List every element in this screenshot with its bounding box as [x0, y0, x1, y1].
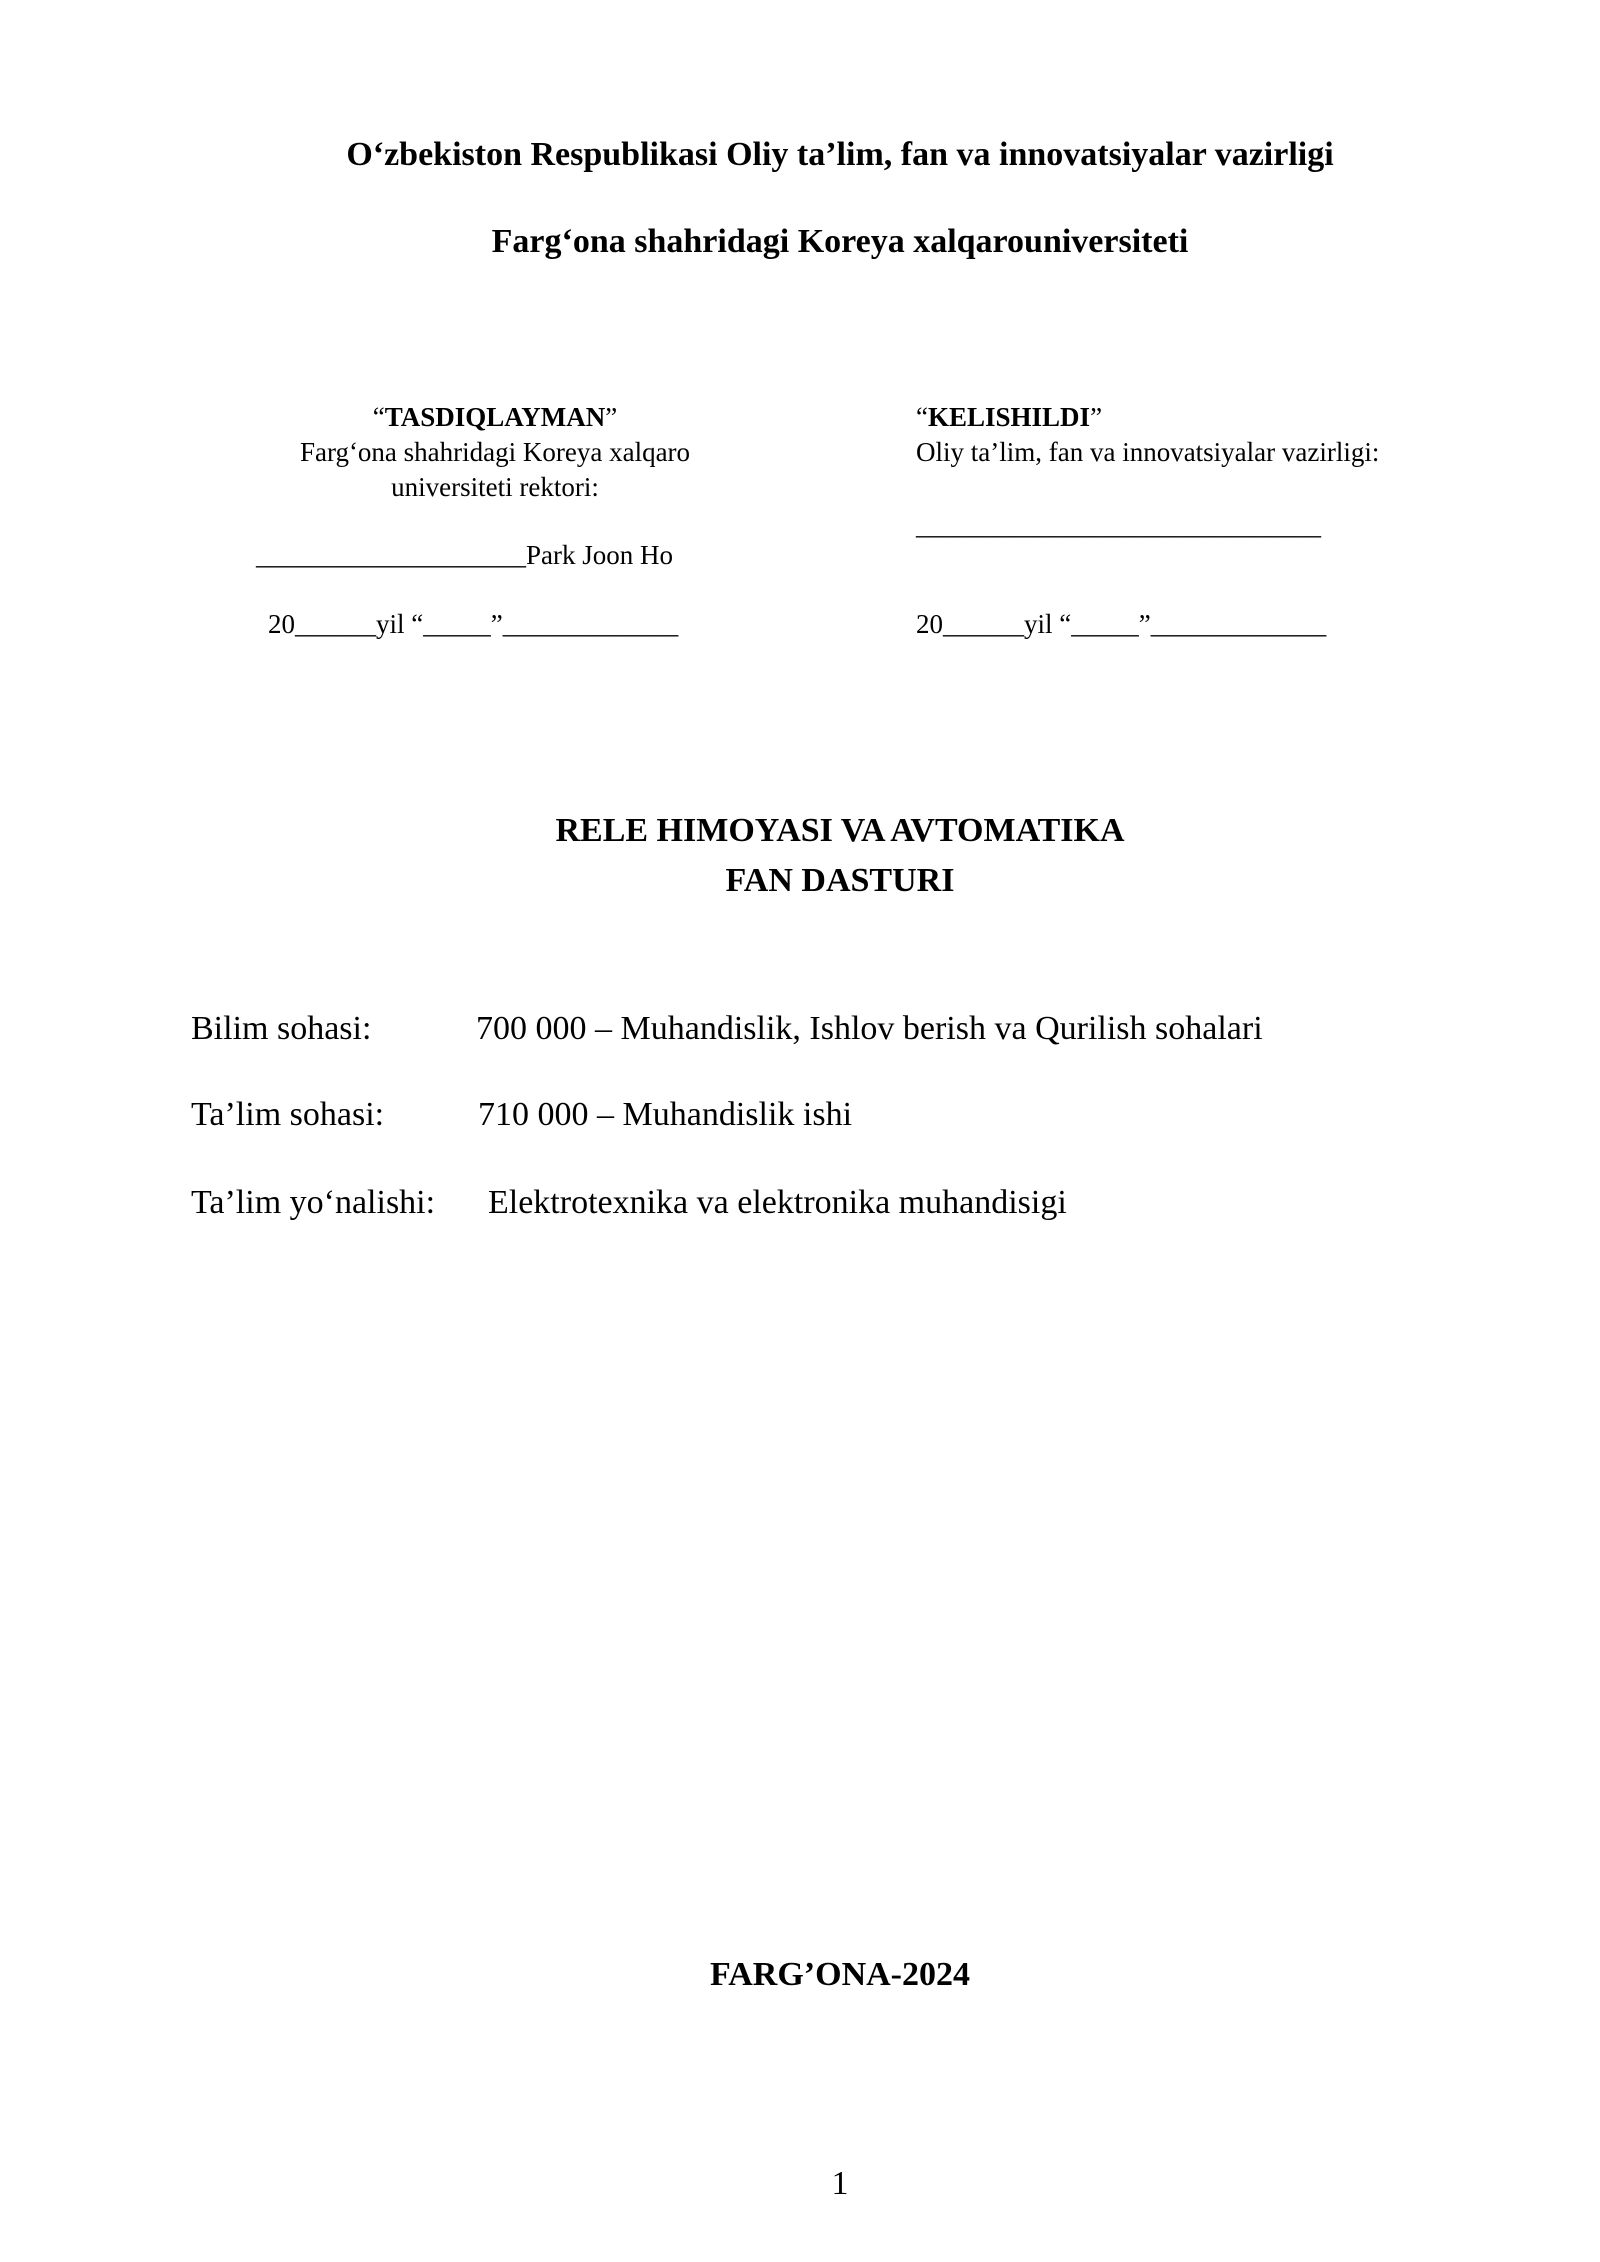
approval-title — [262, 400, 728, 435]
open-quote: “ — [372, 402, 385, 432]
info-row-education-direction — [191, 1184, 1067, 1222]
info-value: Elektrotexnika va elektronika muhandisigi — [488, 1184, 1067, 1221]
agreed-title: KELISHILDI — [927, 402, 1091, 432]
info-label: Ta’lim yo‘nalishi: — [191, 1184, 436, 1221]
info-row-education-area — [191, 1096, 852, 1134]
info-value: 700 000 – Muhandislik, Ishlov berish va Qurilish sohalari — [476, 1010, 1263, 1047]
ministry-heading: O‘zbekiston Respublikasi Oliy ta’lim, fan va innovatsiyalar vazirligi — [346, 136, 1334, 173]
document-title-line2: FAN DASTURI — [725, 862, 955, 899]
approve-title: TASDIQLAYMAN — [384, 402, 606, 432]
approval-org-line2: universiteti rektori: — [391, 472, 599, 502]
city-year: FARG’ONA-2024 — [710, 1956, 970, 1993]
close-quote: ” — [1090, 402, 1103, 432]
agreed-date-line: 20______yil “_____”_____________ — [916, 609, 1327, 639]
document-title-line1: RELE HIMOYASI VA AVTOMATIKA — [555, 812, 1125, 849]
info-value: 710 000 – Muhandislik ishi — [478, 1096, 853, 1133]
agreed-signature-line: ______________________________ — [916, 510, 1321, 540]
agreed-org-line: Oliy ta’lim, fan va innovatsiyalar vazirligi: — [916, 437, 1380, 467]
open-quote: “ — [916, 402, 928, 432]
info-row-knowledge-area — [191, 1010, 1263, 1048]
agreed-title-line — [916, 400, 1476, 435]
approve-date-line: 20______yil “_____”_____________ — [268, 609, 679, 639]
close-quote: ” — [605, 402, 618, 432]
approval-block-agreed — [916, 400, 1476, 470]
info-label: Ta’lim sohasi: — [191, 1096, 385, 1133]
rector-signature-line — [256, 540, 673, 571]
signature-blank: ____________________ — [256, 540, 526, 570]
approval-org-line1: Farg‘ona shahridagi Koreya xalqaro — [299, 437, 691, 467]
info-label: Bilim sohasi: — [191, 1010, 372, 1047]
rector-name: Park Joon Ho — [526, 540, 673, 570]
university-heading: Farg‘ona shahridagi Koreya xalqarouniversiteti — [491, 223, 1189, 260]
page-number: 1 — [831, 2165, 849, 2202]
approval-block-approve — [262, 400, 728, 505]
